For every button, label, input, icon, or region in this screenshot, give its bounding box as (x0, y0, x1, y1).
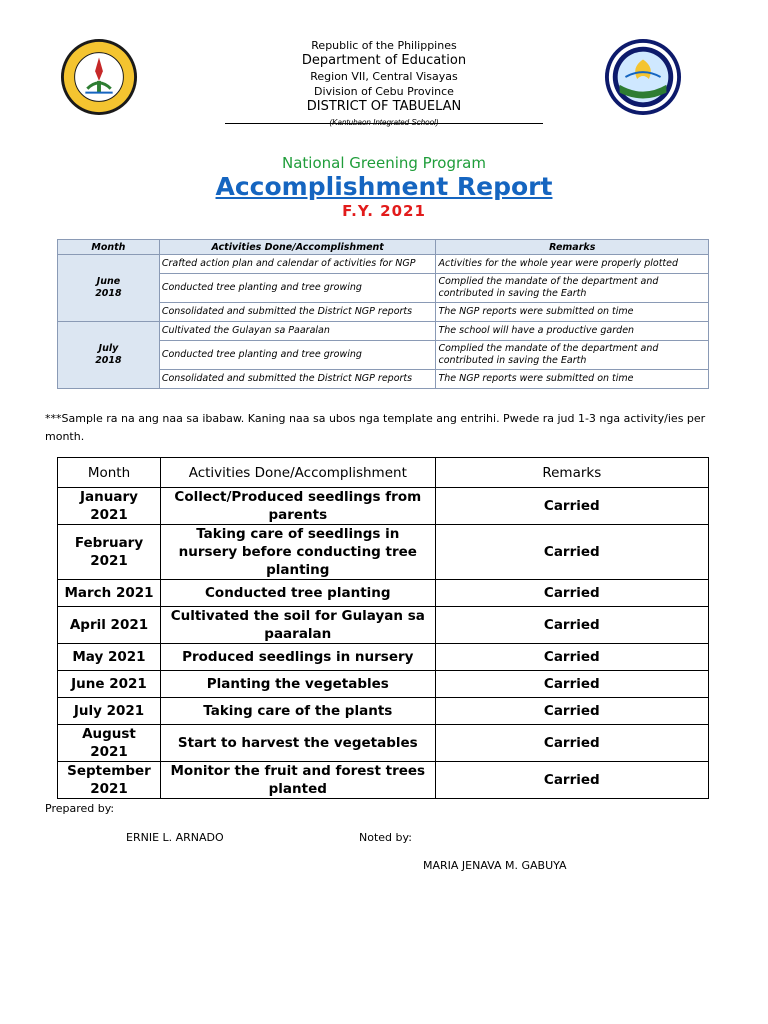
sample-accomplishment-table (57, 239, 709, 389)
program-name: National Greening Program (282, 154, 486, 172)
month-cell: May 2021 (58, 644, 161, 671)
noted-by-label: Noted by: (359, 831, 412, 844)
sample-remark-cell: Activities for the whole year were properly plotted (436, 255, 709, 274)
remark-cell: Carried (435, 725, 708, 762)
month-cell: July 2021 (58, 698, 161, 725)
table-row (58, 698, 709, 725)
letterhead-line-division: Division of Cebu Province (314, 85, 454, 98)
sample-month-cell (58, 322, 160, 389)
sample-activity-cell: Crafted action plan and calendar of activities for NGP (159, 255, 436, 274)
sample-month-year: 2018 (95, 355, 122, 366)
activity-cell: Planting the vegetables (160, 671, 435, 698)
header-remarks: Remarks (435, 458, 708, 488)
header-activities: Activities Done/Accomplishment (160, 458, 435, 488)
noted-by-name: MARIA JENAVA M. GABUYA (423, 859, 567, 872)
letterhead-underline (225, 123, 543, 124)
table-row (58, 725, 709, 762)
sample-remark-cell: The NGP reports were submitted on time (436, 303, 709, 322)
activity-cell: Start to harvest the vegetables (160, 725, 435, 762)
sample-header-remarks: Remarks (436, 240, 709, 255)
month-cell: August 2021 (58, 725, 161, 762)
remark-cell: Carried (435, 580, 708, 607)
sample-table-header-row (58, 240, 709, 255)
activity-cell: Monitor the fruit and forest trees planted (160, 762, 435, 799)
fiscal-year: F.Y. 2021 (342, 202, 426, 220)
table-row (58, 255, 709, 274)
table-header-row (58, 458, 709, 488)
letterhead-line-department: Department of Education (301, 53, 467, 68)
activity-cell: Taking care of the plants (160, 698, 435, 725)
prepared-by-label: Prepared by: (45, 802, 115, 815)
month-cell: March 2021 (58, 580, 161, 607)
letterhead-line-republic: Republic of the Philippines (311, 39, 457, 52)
remark-cell: Carried (435, 644, 708, 671)
activity-cell: Taking care of seedlings in nursery before conducting tree planting (160, 525, 435, 580)
remark-cell: Carried (435, 698, 708, 725)
remark-cell: Carried (435, 525, 708, 580)
table-row (58, 580, 709, 607)
sample-month-year: 2018 (95, 288, 122, 299)
sample-month-name: June (96, 276, 121, 287)
table-row (58, 607, 709, 644)
letterhead-line-district: DISTRICT OF TABUELAN (306, 99, 462, 114)
remark-cell: Carried (435, 488, 708, 525)
activity-cell: Cultivated the soil for Gulayan sa paaralan (160, 607, 435, 644)
remark-cell: Carried (435, 607, 708, 644)
table-row (58, 525, 709, 580)
letterhead-school-name: (Kantubaon Integrated School) (329, 118, 439, 127)
sample-header-activities: Activities Done/Accomplishment (159, 240, 436, 255)
accomplishment-table (57, 457, 709, 799)
instruction-note: ***Sample ra na ang naa sa ibabaw. Kaning naa sa ubos nga template ang entrihi. Pwede ra jud 1-3 nga activity/ies per month. (45, 412, 706, 443)
table-row (58, 322, 709, 341)
prepared-by-name: ERNIE L. ARNADO (126, 831, 224, 844)
month-cell: September 2021 (58, 762, 161, 799)
sample-header-month: Month (58, 240, 160, 255)
table-row (58, 488, 709, 525)
sample-activity-cell: Consolidated and submitted the District NGP reports (159, 370, 436, 389)
remark-cell: Carried (435, 762, 708, 799)
letterhead-line-region: Region VII, Central Visayas (310, 70, 458, 83)
sample-activity-cell: Conducted tree planting and tree growing (159, 341, 436, 370)
sample-remark-cell: Complied the mandate of the department and contributed in saving the Earth (436, 274, 709, 303)
month-cell: April 2021 (58, 607, 161, 644)
month-cell: February 2021 (58, 525, 161, 580)
month-cell: June 2021 (58, 671, 161, 698)
sample-remark-cell: Complied the mandate of the department and contributed in saving the Earth (436, 341, 709, 370)
report-title: Accomplishment Report (215, 172, 553, 201)
letterhead (0, 38, 768, 130)
activity-cell: Collect/Produced seedlings from parents (160, 488, 435, 525)
table-row (58, 762, 709, 799)
sample-remark-cell: The NGP reports were submitted on time (436, 370, 709, 389)
sample-month-name: July (98, 343, 119, 354)
activity-cell: Conducted tree planting (160, 580, 435, 607)
sample-activity-cell: Consolidated and submitted the District NGP reports (159, 303, 436, 322)
sample-activity-cell: Cultivated the Gulayan sa Paaralan (159, 322, 436, 341)
sample-month-cell (58, 255, 160, 322)
header-month: Month (58, 458, 161, 488)
month-cell: January 2021 (58, 488, 161, 525)
remark-cell: Carried (435, 671, 708, 698)
table-row (58, 644, 709, 671)
sample-remark-cell: The school will have a productive garden (436, 322, 709, 341)
table-row (58, 671, 709, 698)
sample-activity-cell: Conducted tree planting and tree growing (159, 274, 436, 303)
activity-cell: Produced seedlings in nursery (160, 644, 435, 671)
